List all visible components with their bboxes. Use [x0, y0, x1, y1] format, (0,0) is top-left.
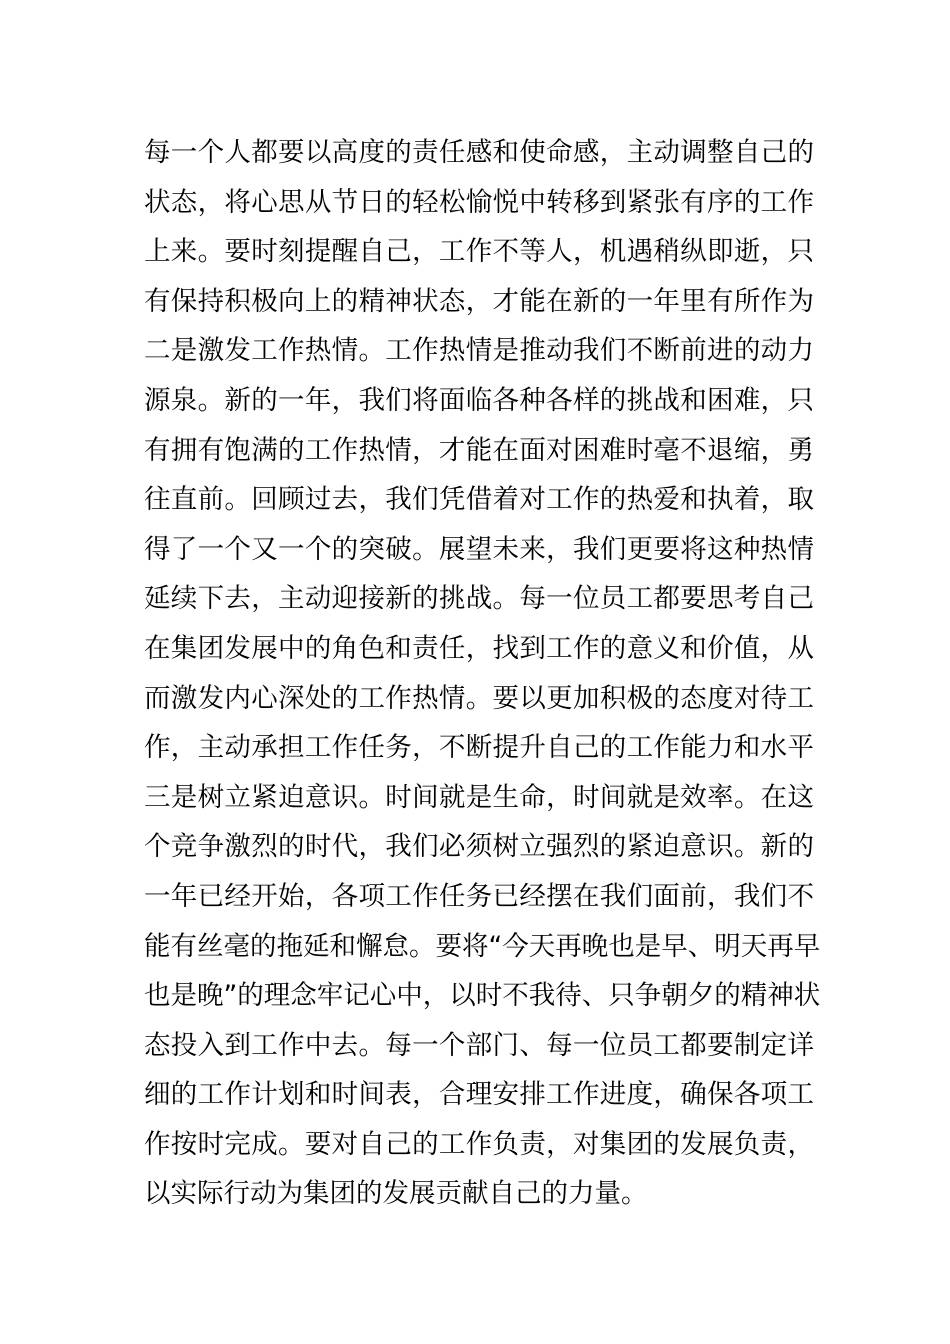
text-line: 细的工作计划和时间表，合理安排工作进度，确保各项工: [144, 1079, 814, 1111]
text-line: 二是激发工作热情。工作热情是推动我们不断前进的动力: [144, 335, 814, 367]
text-line: 在集团发展中的角色和责任，找到工作的意义和价值，从: [144, 632, 814, 664]
text-line: 而激发内心深处的工作热情。要以更加积极的态度对待工: [144, 682, 814, 714]
text-line: 作按时完成。要对自己的工作负责，对集团的发展负责，: [144, 1128, 814, 1160]
text-line: 有保持积极向上的精神状态，才能在新的一年里有所作为: [144, 285, 814, 317]
text-line: 也是晚”的理念牢记心中，以时不我待、只争朝夕的精神状: [144, 980, 821, 1012]
text-line: 三是树立紧迫意识。时间就是生命，时间就是效率。在这: [144, 781, 814, 813]
text-line: 每一个人都要以高度的责任感和使命感，主动调整自己的: [144, 137, 814, 168]
text-line: 往直前。回顾过去，我们凭借着对工作的热爱和执着，取: [144, 484, 814, 516]
text-line: 上来。要时刻提醒自己，工作不等人，机遇稍纵即逝，只: [144, 236, 814, 268]
text-line: 态投入到工作中去。每一个部门、每一位员工都要制定详: [144, 1029, 814, 1061]
text-line: 延续下去，主动迎接新的挑战。每一位员工都要思考自己: [144, 583, 814, 615]
text-line: 个竞争激烈的时代，我们必须树立强烈的紧迫意识。新的: [144, 831, 814, 863]
text-line: 源泉。新的一年，我们将面临各种各样的挑战和困难，只: [144, 384, 814, 416]
text-line: 状态，将心思从节日的轻松愉悦中转移到紧张有序的工作: [144, 186, 814, 218]
text-line: 得了一个又一个的突破。展望未来，我们更要将这种热情: [144, 533, 814, 565]
text-line: 能有丝毫的拖延和懈怠。要将“今天再晚也是早、明天再早: [144, 930, 821, 962]
text-line: 作，主动承担工作任务，不断提升自己的工作能力和水平: [144, 732, 814, 764]
body-text: [144, 128, 821, 1219]
text-line: 有拥有饱满的工作热情，才能在面对困难时毫不退缩，勇: [144, 434, 814, 466]
text-line: 以实际行动为集团的发展贡献自己的力量。: [144, 1178, 648, 1210]
text-line: 一年已经开始，各项工作任务已经摆在我们面前，我们不: [144, 880, 814, 912]
